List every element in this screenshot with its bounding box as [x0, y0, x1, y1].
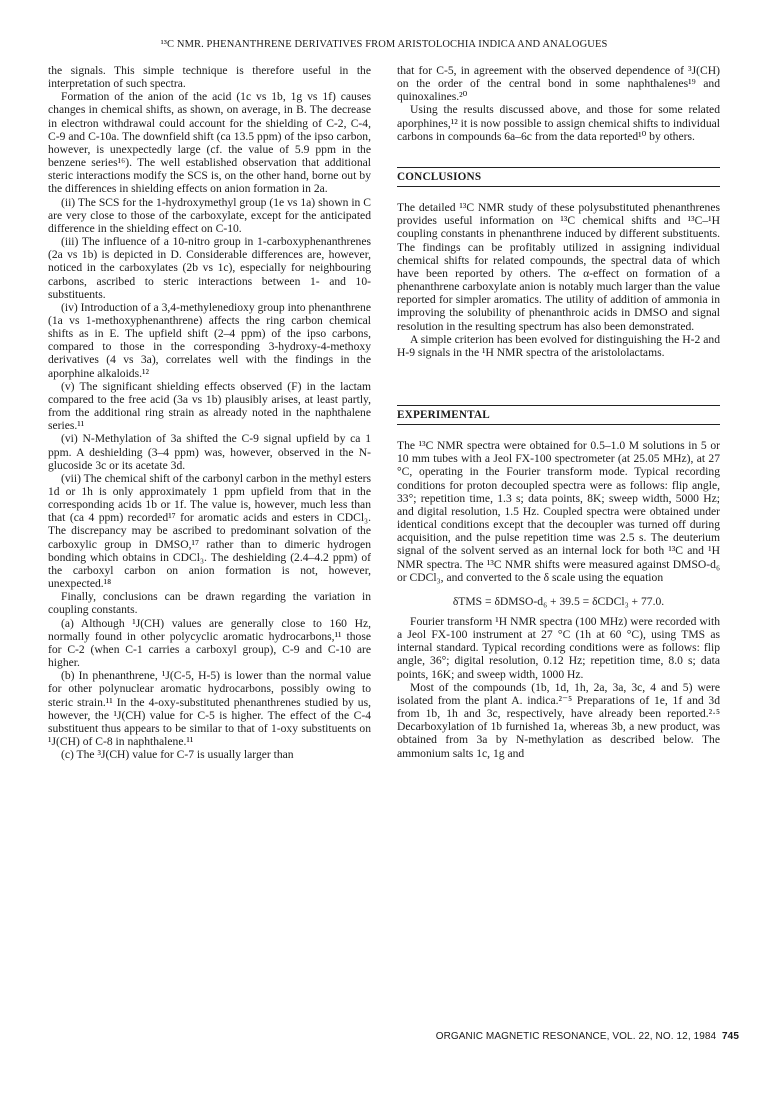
experimental-heading: EXPERIMENTAL	[397, 405, 720, 425]
paragraph: (vii) The chemical shift of the carbonyl carbon in the methyl esters 1d or 1h is only approximately 1 ppm upfield from that in the corresponding acids 1b or 1f. The value is, however, much less than that (ca 4 ppm) recorded¹⁷ for aromatic acids and esters in CDCl₃. The discrepancy may be ascribed to predominant solvation of the carboxylic group in DMSO,¹⁷ rather than to dimeric hydrogen bonding which obtains in CDCl₃. The deshielding (2.4–4.2 ppm) of the carboxyl carbon on anion formation is not, however, unexpected.¹⁸	[48, 471, 371, 591]
paragraph: (ii) The SCS for the 1-hydroxymethyl group (1e vs 1a) shown in C are very close to those of the carboxylate, except for the anticipated difference in the shielding effect on C-10.	[48, 195, 371, 235]
paragraph: Using the results discussed above, and those for some related aporphines,¹² it is now possible to assign chemical shifts to individual carbons in compounds 6a–6c from the data reported¹⁰ by others.	[397, 103, 720, 143]
experimental-section-a	[397, 439, 720, 584]
paragraph: (iii) The influence of a 10-nitro group in 1-carboxyphenanthrenes (2a vs 1b) is depicted in D. Considerable differences are, however, noticed in the carboxylates (2b vs 1c), especially for neighbouring carbons, ascribed to steric interactions between 1- and 10-substituents.	[48, 235, 371, 301]
conclusions-heading: CONCLUSIONS	[397, 167, 720, 187]
page-footer	[415, 1031, 739, 1042]
experimental-paragraph: Fourier transform ¹H NMR spectra (100 MHz) were recorded with a Jeol FX-100 instrument at 27 °C (1h at 60 °C), using TMS as internal standard. Typical recording conditions were as follows: flip angle, 36°; digital resolution, 0.12 Hz; repetition time, 8.0 s; data points, 16K; and sweep width, 1000 Hz.	[397, 615, 720, 681]
paragraph: (vi) N-Methylation of 3a shifted the C-9 signal upfield by ca 1 ppm. A deshielding (3–4 ppm) was, however, observed in the N-glucoside 3c or its acetate 3d.	[48, 432, 371, 472]
paragraph: Formation of the anion of the acid (1c vs 1b, 1g vs 1f) causes changes in chemical shifts, as shown, on average, in B. The decrease in electron withdrawal could account for the shielding of C-2, C-4, C-9 and C-10a. The downfield shift (ca 13.5 ppm) of the ipso carbon, however, is unexpectedly large (cf. the value of 5.9 ppm in the benzene series¹⁶). The well established observation that additional steric interactions modify the SCS is, on the other hand, borne out by the differences in shielding effects on anion formation in 2a.	[48, 90, 371, 196]
paragraph: Finally, conclusions can be drawn regarding the variation in coupling constants.	[48, 590, 371, 617]
paragraph: (a) Although ¹J(CH) values are generally close to 160 Hz, normally found in other polycyclic aromatic hydrocarbons,¹¹ those for C-2 (when C-1 carries a carboxyl group), C-9 and C-10 are higher.	[48, 616, 371, 670]
running-head: ¹³C NMR. PHENANTHRENE DERIVATIVES FROM ARISTOLOCHIA INDICA AND ANALOGUES	[160, 39, 608, 50]
journal-citation: ORGANIC MAGNETIC RESONANCE, VOL. 22, NO. 12, 1984	[435, 1031, 717, 1042]
left-column	[48, 64, 371, 761]
experimental-paragraph: Most of the compounds (1b, 1d, 1h, 2a, 3a, 3c, 4 and 5) were isolated from the plant A. indica.²⁻⁵ Preparations of 1e, 1f and 3d from 1b, 1h and 3c, respectively, have already been reported.²·⁵ Decarboxylation of 1b furnished 1a, whereas 3b, a new product, was obtained from 3a by N-methylation as described below. The ammonium salts 1c, 1g and	[397, 680, 720, 760]
paragraph: (c) The ³J(CH) value for C-7 is usually larger than	[61, 748, 294, 762]
conclusions-section	[397, 201, 720, 359]
page-number: 745	[722, 1031, 739, 1042]
right-column	[397, 64, 720, 760]
experimental-paragraph: The ¹³C NMR spectra were obtained for 0.5–1.0 M solutions in 5 or 10 mm tubes with a Jeol FX-100 spectrometer (at 25.05 MHz), at 27 °C, operating in the Fourier transform mode. Typical recording conditions for proton decoupled spectra were as follows: flip angle, 33°; repetition time, 1.3 s; data points, 8K; sweep width, 5000 Hz; and digital resolution, 1.5 Hz. Coupled spectra were obtained under identical conditions except that the decoupler was turned off during acquisition, and the pulse repetition time was 2.5 s. The deuterium signal of the solvent served as an internal lock for both ¹³C and ¹H NMR spectra. The ¹³C NMR shifts were measured against DMSO-d₆ or CDCl₃, and converted to the δ scale using the equation	[397, 439, 720, 584]
paragraph: that for C-5, in agreement with the observed dependence of ³J(CH) on the order of the central bond in some naphthalenes¹⁹ and quinoxalines.²⁰	[397, 64, 720, 104]
paragraph: (v) The significant shielding effects observed (F) in the lactam compared to the free acid (3a vs 1b) plausibly arises, at least partly, from the additional ring strain as already noted in the naphthalene series.¹¹	[48, 379, 371, 433]
right-column-intro	[397, 64, 720, 143]
paragraph: (iv) Introduction of a 3,4-methylenedioxy group into phenanthrene (1a vs 1-methoxyphenanthrene) affects the ring carbon chemical shifts as in E. The upfield shift (2–4 ppm) of the ipso carbons, compared to those in the corresponding 3-hydroxy-4-methoxy derivatives (4 vs 3a), correlates well with the findings in the aporphine alkaloids.¹²	[48, 300, 371, 380]
conclusions-paragraph: The detailed ¹³C NMR study of these polysubstituted phenanthrenes provides useful information on ¹³C chemical shifts and ¹³C–¹H coupling constants in phenanthrene induced by different substituents. The findings can be profitably utilized in assigning individual chemical shifts for related compounds, the spectral data of which have been reported by others. The α-effect on formation of a phenanthrene carboxylate anion is notably much larger than the value reported for simpler aromatics. The utility of addition of ammonia in improving the solubility of phenanthroic acids in DMSO and signal resolution in the resulting spectrum has also been demonstrated.	[397, 201, 720, 333]
equation: δTMS = δDMSO-d₆ + 39.5 = δCDCl₃ + 77.0.	[452, 594, 665, 608]
paragraph: the signals. This simple technique is therefore useful in the interpretation of such spectra.	[48, 64, 371, 91]
experimental-section-b	[397, 615, 720, 760]
conclusions-paragraph: A simple criterion has been evolved for distinguishing the H-2 and H-9 signals in the ¹H NMR spectra of the aristololactams.	[397, 332, 720, 359]
paragraph: (b) In phenanthrene, ¹J(C-5, H-5) is lower than the normal value for other polynuclear aromatic hydrocarbons, possibly owing to steric strain.¹¹ In the 4-oxy-substituted phenanthrenes studied by us, however, the ¹J(CH) value for C-5 is higher. The effect of the C-4 substituent thus appears to be similar to that of 1-oxy substituents on ¹J(CH) of C-8 in naphthalene.¹¹	[48, 669, 371, 748]
